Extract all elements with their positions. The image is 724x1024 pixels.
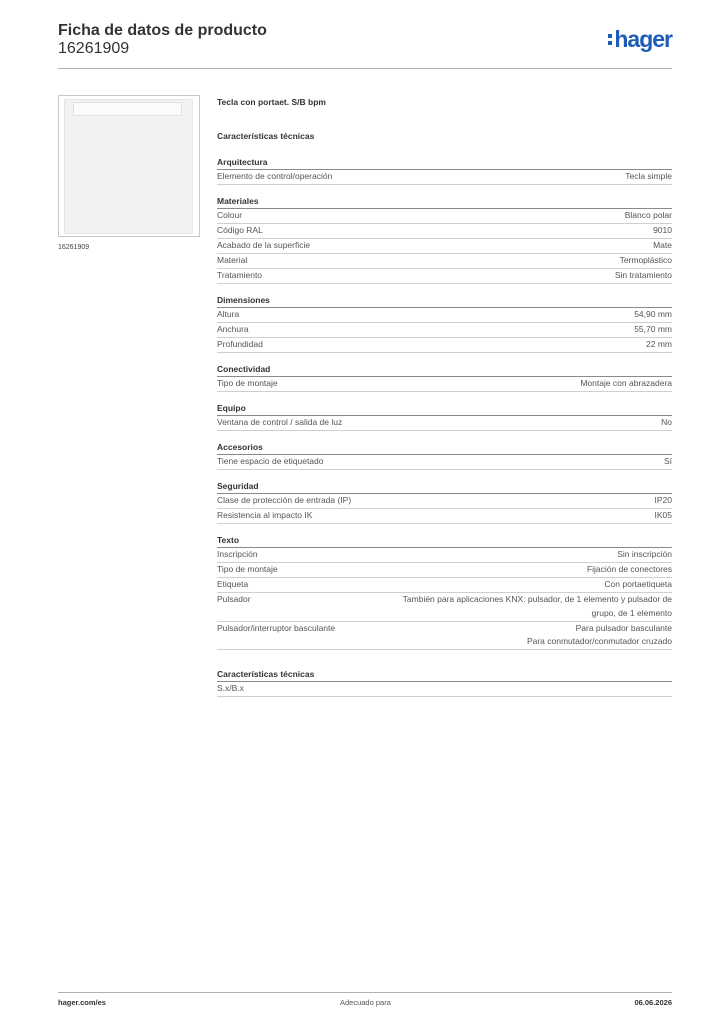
spec-value-line: No	[661, 417, 672, 427]
section-heading: Seguridad	[217, 480, 672, 494]
section-heading: Características técnicas	[217, 668, 672, 682]
spec-value-line: Para conmutador/conmutador cruzado	[526, 636, 672, 646]
product-image-frame	[58, 95, 200, 237]
spec-value-line: 55,70 mm	[634, 324, 672, 334]
footer-divider	[58, 992, 672, 993]
spec-label: Elemento de control/operación	[217, 171, 333, 181]
spec-value	[625, 170, 672, 184]
spec-row	[217, 455, 672, 470]
product-code: 16261909	[58, 40, 130, 57]
section-heading: Dimensiones	[217, 294, 672, 308]
image-caption: 16261909	[58, 244, 90, 251]
spec-label: Código RAL	[217, 225, 263, 235]
spec-value-line: Con portaetiqueta	[604, 579, 672, 589]
spec-value	[625, 209, 672, 223]
spec-value	[615, 269, 672, 283]
spec-value-line: Termoplástico	[619, 255, 672, 265]
spec-label: Colour	[217, 210, 243, 220]
spec-row	[217, 269, 672, 284]
spec-value-line: Sin tratamiento	[614, 270, 672, 280]
spec-section	[217, 534, 672, 650]
spec-value-line: Para pulsador basculante	[575, 622, 672, 633]
spec-value	[653, 224, 672, 238]
spec-row	[217, 170, 672, 185]
spec-value-line: grupo, de 1 elemento	[591, 607, 672, 618]
spec-label: Resistencia al impacto IK	[217, 510, 313, 520]
spec-row	[217, 494, 672, 509]
spec-row	[217, 209, 672, 224]
section-heading: Texto	[217, 534, 672, 548]
spec-row	[217, 338, 672, 353]
spec-label: Pulsador	[217, 594, 251, 604]
spec-row	[217, 239, 672, 254]
logo-dots-icon	[608, 34, 612, 45]
header-divider	[58, 68, 672, 69]
spec-value	[655, 494, 673, 508]
spec-content	[217, 96, 672, 697]
tech-title: Características técnicas	[217, 131, 315, 141]
hager-logo[interactable]	[608, 27, 672, 51]
spec-value-line: IK05	[654, 510, 672, 520]
spec-row	[217, 622, 672, 651]
spec-value	[655, 509, 673, 523]
document-title: Ficha de datos de producto	[58, 22, 267, 39]
section-heading: Conectividad	[217, 363, 672, 377]
spec-value-line: También para aplicaciones KNX: pulsador, de 1 elemento y pulsador de	[402, 594, 672, 604]
spec-label: Anchura	[217, 324, 249, 334]
spec-section	[217, 294, 672, 353]
spec-label: Tipo de montaje	[217, 378, 278, 388]
spec-value-line: Blanco polar	[624, 210, 672, 220]
footer-suitable-for: Adecuado para	[340, 998, 391, 1007]
spec-value	[580, 377, 672, 391]
spec-section	[217, 441, 672, 470]
label-holder	[73, 102, 182, 116]
spec-value	[664, 455, 672, 469]
spec-section	[217, 156, 672, 185]
spec-row	[217, 509, 672, 524]
spec-value-line: Sin inscripción	[617, 549, 672, 559]
footer-website-link[interactable]: hager.com/es	[58, 998, 106, 1007]
spec-row	[217, 548, 672, 563]
spec-label: Pulsador/interruptor basculante	[217, 622, 336, 633]
spec-value-line: Mate	[653, 240, 672, 250]
spec-label: Material	[217, 255, 248, 265]
spec-value-line: Montaje con abrazadera	[580, 378, 672, 388]
section-heading: Accesorios	[217, 441, 672, 455]
spec-value-line: Fijación de conectores	[586, 564, 672, 574]
spec-row	[217, 224, 672, 239]
product-image	[64, 99, 193, 234]
spec-value	[617, 548, 672, 562]
spec-row	[217, 593, 672, 622]
spec-label: Ventana de control / salida de luz	[217, 417, 343, 427]
spec-row	[217, 682, 672, 697]
spec-section	[217, 195, 672, 284]
spec-row	[217, 578, 672, 593]
spec-value	[646, 338, 672, 352]
spec-value	[403, 593, 672, 620]
spec-value-line: IP20	[654, 495, 672, 505]
spec-row	[217, 323, 672, 338]
spec-label: Etiqueta	[217, 579, 249, 589]
spec-value	[661, 416, 672, 430]
spec-row	[217, 308, 672, 323]
spec-value-line: 54,90 mm	[634, 309, 672, 319]
tech-section-2	[217, 668, 672, 697]
spec-value	[620, 254, 672, 268]
product-name: Tecla con portaet. S/B bpm	[217, 97, 326, 107]
spec-label: Profundidad	[217, 339, 263, 349]
spec-value	[653, 239, 672, 253]
footer-date: 06.06.2026	[634, 998, 672, 1007]
spec-value-line: 22 mm	[646, 339, 672, 349]
spec-label: Inscripción	[217, 549, 258, 559]
spec-section	[217, 402, 672, 431]
section-heading: Materiales	[217, 195, 672, 209]
logo-text: hager	[614, 26, 672, 52]
spec-label: Tiene espacio de etiquetado	[217, 456, 324, 466]
spec-section	[217, 363, 672, 392]
spec-label: Altura	[217, 309, 240, 319]
spec-value	[634, 323, 672, 337]
spec-value	[587, 563, 672, 577]
spec-row	[217, 254, 672, 269]
spec-row	[217, 416, 672, 431]
spec-value	[527, 622, 672, 649]
spec-value	[634, 308, 672, 322]
spec-label: Tipo de montaje	[217, 564, 278, 574]
spec-value-line: Sí	[663, 456, 672, 466]
spec-section	[217, 480, 672, 524]
page-header	[58, 22, 267, 58]
spec-row	[217, 563, 672, 578]
section-heading: Arquitectura	[217, 156, 672, 170]
spec-label: Clase de protección de entrada (IP)	[217, 495, 352, 505]
spec-row	[217, 377, 672, 392]
section-heading: Equipo	[217, 402, 672, 416]
spec-value-line: 9010	[653, 225, 672, 235]
spec-value-line: Tecla simple	[625, 171, 672, 181]
spec-label: Acabado de la superficie	[217, 240, 311, 250]
spec-label: Tratamiento	[217, 270, 263, 280]
spec-label: S.x/B.x	[217, 683, 244, 693]
spec-value	[604, 578, 672, 592]
spec-sections	[217, 156, 672, 650]
